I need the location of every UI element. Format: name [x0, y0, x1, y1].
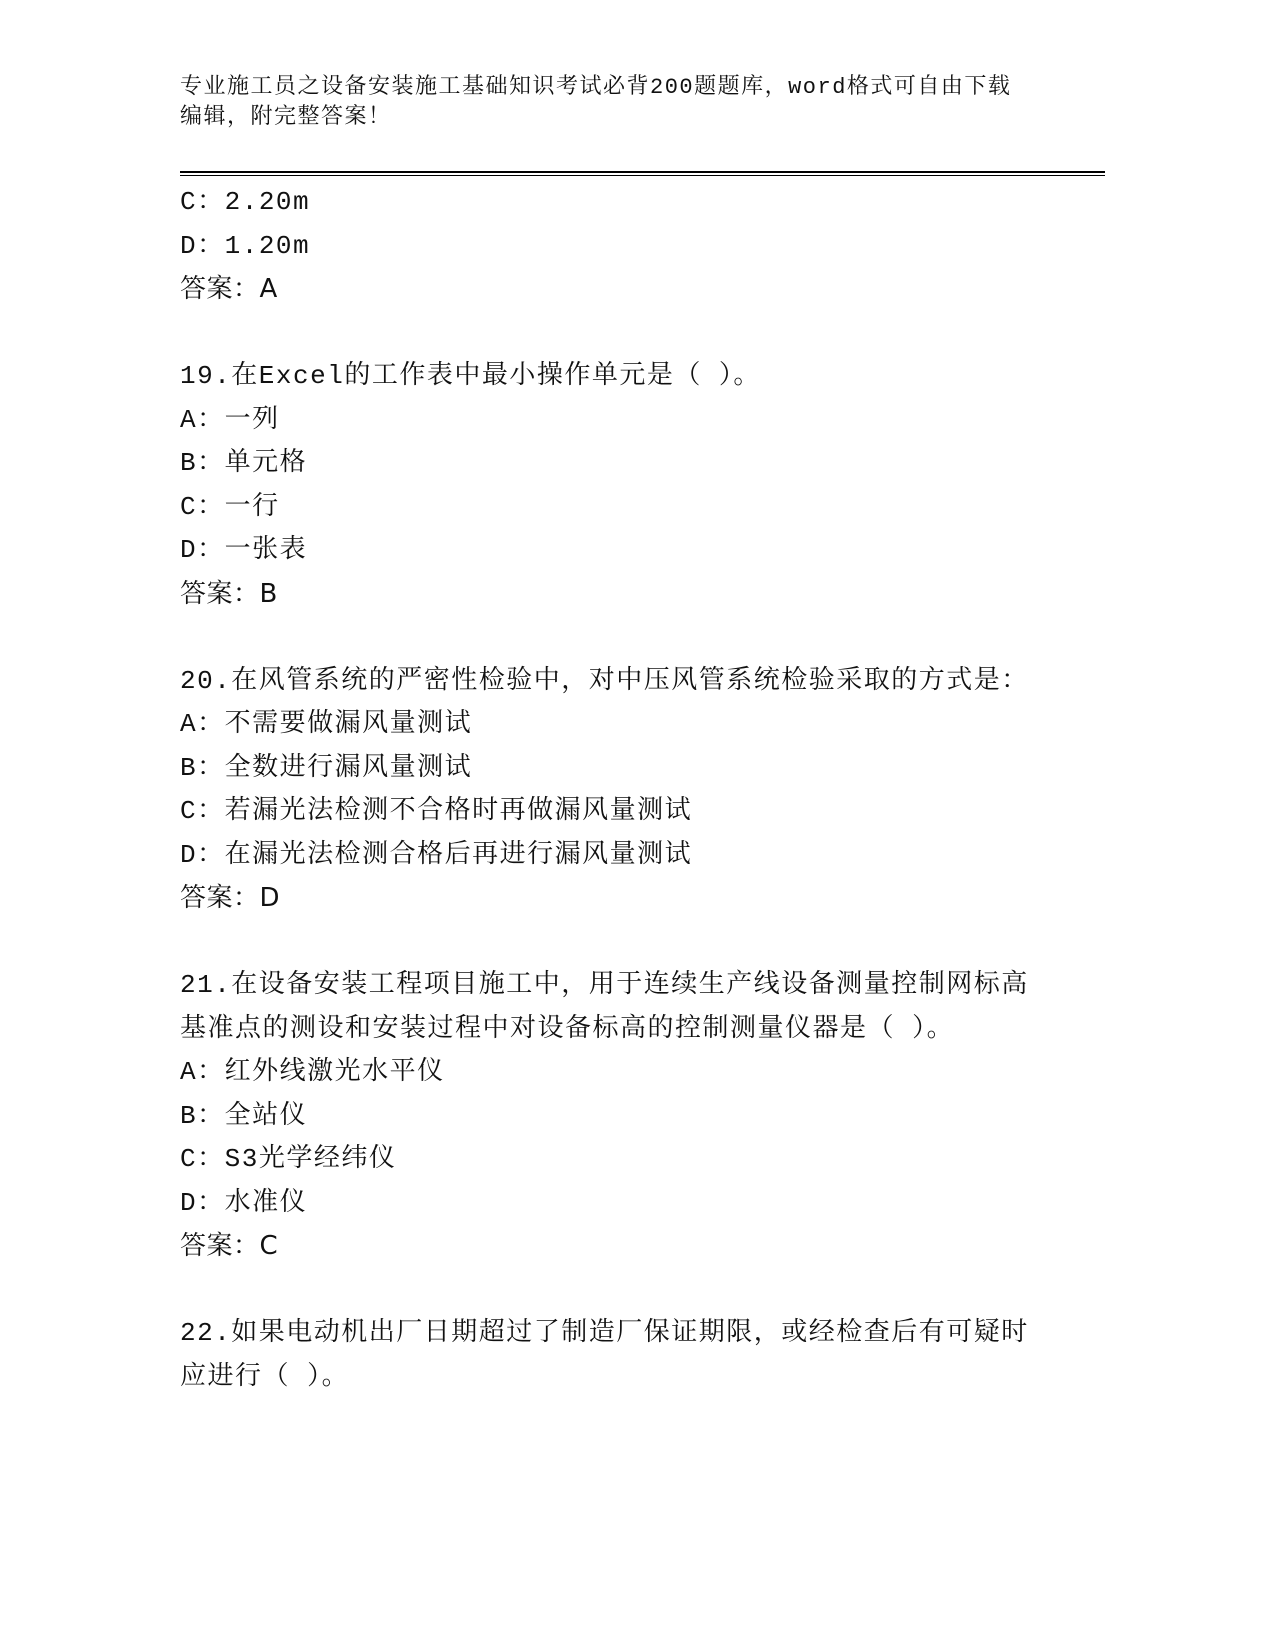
option-text: 2.20m [224, 187, 311, 217]
option-text: 全站仪 [224, 1100, 308, 1131]
question-stem-line: 22.如果电动机出厂日期超过了制造厂保证期限，或经检查后有可疑时 [180, 1318, 1029, 1349]
answer-value: B [259, 578, 278, 609]
option-line [180, 747, 1105, 791]
option-line [180, 790, 1105, 834]
question-stem-line: 20.在风管系统的严密性检验中，对中压风管系统检验采取的方式是： [180, 665, 1029, 696]
option-label: C： [180, 796, 225, 827]
header-title-line: 编辑，附完整答案！ [180, 105, 392, 130]
question-stem-line: 19.在Excel的工作表中最小操作单元是（ ）。 [180, 361, 761, 392]
option-line [180, 1095, 1105, 1139]
option-line [180, 181, 1105, 225]
option-line [180, 529, 1105, 573]
answer-line [180, 877, 1105, 921]
question-block [180, 1312, 1105, 1399]
answer-label: 答案： [180, 274, 260, 305]
option-text: 不需要做漏风量测试 [224, 709, 473, 740]
header-title-line: 专业施工员之设备安装施工基础知识考试必背200题题库，word格式可自由下载 [180, 75, 1012, 100]
answer-value: C [259, 1231, 279, 1262]
option-line [180, 1138, 1105, 1182]
question-block [180, 355, 1105, 616]
option-line [180, 834, 1105, 878]
answer-value: A [259, 274, 278, 305]
option-line [180, 1182, 1105, 1226]
question-stem-line: 应进行（ ）。 [180, 1361, 350, 1392]
option-line [180, 703, 1105, 747]
option-text: 全数进行漏风量测试 [224, 752, 473, 783]
option-label: D： [180, 230, 225, 261]
option-label: A： [180, 1057, 225, 1088]
option-label: D： [180, 839, 225, 870]
option-label: A： [180, 404, 225, 435]
option-text: 1.20m [224, 230, 311, 261]
question-stem-line: 21.在设备安装工程项目施工中，用于连续生产线设备测量控制网标高 [180, 970, 1029, 1001]
option-label: C： [180, 1144, 225, 1175]
question-stem-line: 基准点的测设和安装过程中对设备标高的控制测量仪器是（ ）。 [180, 1013, 955, 1044]
answer-label: 答案： [180, 883, 260, 914]
option-text: 水准仪 [224, 1187, 308, 1218]
answer-label: 答案： [180, 578, 260, 609]
question-block [180, 181, 1105, 312]
option-line [180, 486, 1105, 530]
answer-label: 答案： [180, 1231, 260, 1262]
question-block [180, 964, 1105, 1269]
option-text: 一张表 [224, 535, 308, 566]
option-text: 一列 [224, 404, 280, 435]
option-line [180, 225, 1105, 269]
option-text: 红外线激光水平仪 [224, 1057, 445, 1088]
option-text: 单元格 [224, 448, 308, 479]
document-header [180, 73, 1105, 133]
option-label: B： [180, 752, 225, 783]
question-block [180, 660, 1105, 921]
option-text: 在漏光法检测合格后再进行漏风量测试 [224, 839, 693, 870]
option-text: 若漏光法检测不合格时再做漏风量测试 [224, 796, 693, 827]
option-label: C： [180, 491, 225, 522]
option-label: B： [180, 448, 225, 479]
option-label: D： [180, 535, 225, 566]
answer-value: D [259, 883, 281, 914]
header-double-rule [180, 171, 1105, 176]
answer-line [180, 1225, 1105, 1269]
question-list [180, 181, 1105, 1399]
option-label: A： [180, 709, 225, 740]
option-text: S3光学经纬仪 [224, 1144, 397, 1175]
option-line [180, 1051, 1105, 1095]
answer-line [180, 573, 1105, 617]
option-line [180, 442, 1105, 486]
option-label: D： [180, 1187, 225, 1218]
option-line [180, 399, 1105, 443]
answer-line [180, 268, 1105, 312]
option-label: B： [180, 1100, 225, 1131]
option-label: C： [180, 187, 225, 217]
option-text: 一行 [224, 491, 280, 522]
